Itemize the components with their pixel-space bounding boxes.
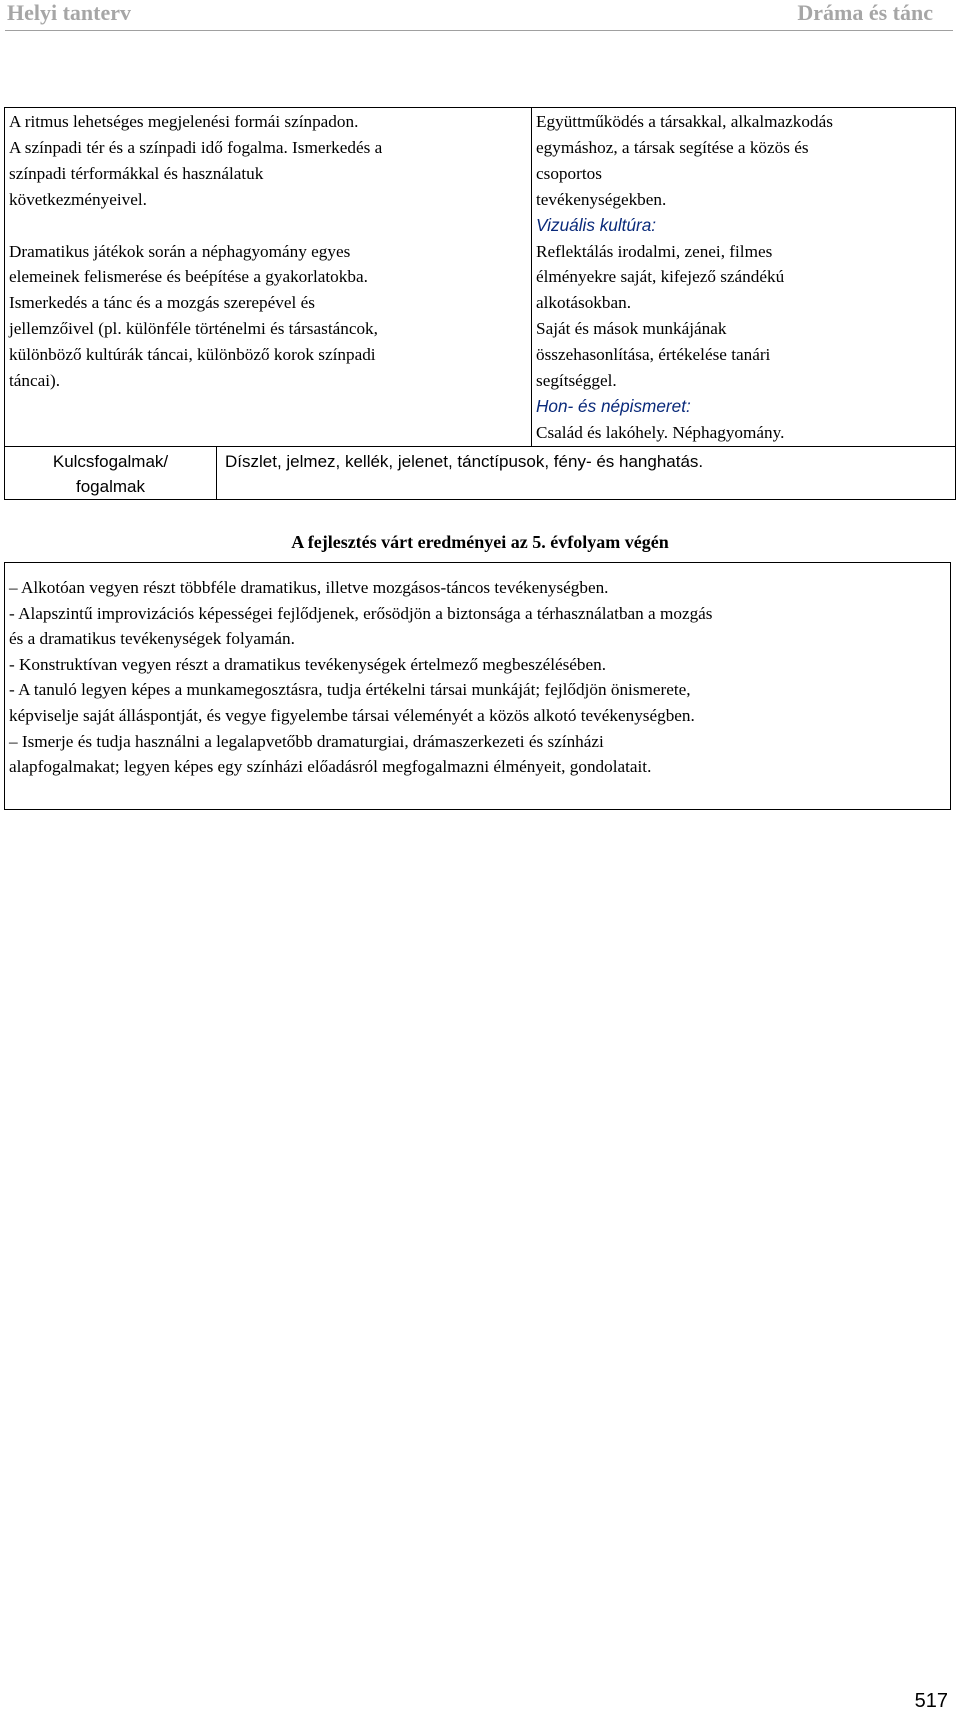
text-line: egymáshoz, a társak segítése a közös és xyxy=(536,137,809,157)
text-line: Dramatikus játékok során a néphagyomány egyes xyxy=(9,241,351,261)
cross-curricular-cell xyxy=(532,108,956,447)
text-line: élményekre saját, kifejező szándékú xyxy=(536,267,785,287)
text-line: különböző kultúrák táncai, különböző korok színpadi xyxy=(9,345,376,365)
result-line: - Alapszintű improvizációs képességei fejlődjenek, erősödjön a biztonsága a térhasználatban a mozgás xyxy=(9,603,713,623)
key-concepts-label-cell xyxy=(5,446,217,499)
text-line: A ritmus lehetséges megjelenési formái színpadon. xyxy=(9,112,359,131)
text-line: alkotásokban. xyxy=(536,293,632,313)
text-line: következményeivel. xyxy=(9,189,147,209)
content-row xyxy=(5,108,956,447)
section-title: A fejlesztés várt eredményei az 5. évfolyam végén xyxy=(291,532,669,552)
text-line: csoportos xyxy=(536,163,602,183)
text-line: táncai). xyxy=(9,371,61,391)
text-line: színpadi térformákkal és használatuk xyxy=(9,163,264,183)
result-line: - A tanuló legyen képes a munkamegosztásra, tudja értékelni társai munkáját; fejlődjön önismerete, xyxy=(9,680,691,700)
text-line: Család és lakóhely. Néphagyomány. xyxy=(536,422,785,442)
development-content-cell xyxy=(5,108,532,447)
key-concepts-label: fogalmak xyxy=(76,476,145,496)
text-line: Együttműködés a társakkal, alkalmazkodás xyxy=(536,112,833,131)
subject-heading-folklore: Hon- és népismeret: xyxy=(536,395,691,416)
key-concepts-label: Kulcsfogalmak/ xyxy=(52,451,169,471)
text-line: segítséggel. xyxy=(536,371,617,391)
result-line: – Alkotóan vegyen részt többféle dramatikus, illetve mozgásos-táncos tevékenységben. xyxy=(9,578,609,597)
text-line: tevékenységekben. xyxy=(536,189,667,209)
text-line: A színpadi tér és a színpadi idő fogalma. Ismerkedés a xyxy=(9,137,383,157)
result-line: és a dramatikus tevékenységek folyamán. xyxy=(9,629,295,649)
header-right-title: Dráma és tánc xyxy=(797,0,933,25)
header-left-title: Helyi tanterv xyxy=(7,0,132,25)
expected-results-box xyxy=(4,562,951,810)
text-line: jellemzőivel (pl. különféle történelmi és társastáncok, xyxy=(9,319,378,339)
key-concepts-row xyxy=(5,446,956,499)
result-line: alapfogalmakat; legyen képes egy színházi előadásról megfogalmazni élményeit, gondolatait. xyxy=(9,757,652,777)
key-concepts-value: Díszlet, jelmez, kellék, jelenet, tánctípusok, fény- és hanghatás. xyxy=(225,451,704,471)
key-concepts-value-cell xyxy=(217,446,956,499)
text-line: Ismerkedés a tánc és a mozgás szerepével és xyxy=(9,293,315,313)
content-table xyxy=(4,107,956,500)
text-line: Reflektálás irodalmi, zenei, filmes xyxy=(536,241,773,261)
page-number: 517 xyxy=(914,1690,948,1712)
blank-line xyxy=(9,213,527,239)
page-header xyxy=(5,0,953,31)
result-line: - Konstruktívan vegyen részt a dramatikus tevékenységek értelmező megbeszélésében. xyxy=(9,654,607,674)
subject-heading-visual-culture: Vizuális kultúra: xyxy=(536,214,657,235)
text-line: Saját és mások munkájának xyxy=(536,319,727,339)
result-line: – Ismerje és tudja használni a legalapvetőbb dramaturgiai, drámaszerkezeti és színházi xyxy=(9,731,604,751)
text-line: összehasonlítása, értékelése tanári xyxy=(536,345,771,365)
text-line: elemeinek felismerése és beépítése a gyakorlatokba. xyxy=(9,267,368,287)
result-line: képviselje saját álláspontját, és vegye figyelembe társai véleményét a közös alkotó tevékenységben. xyxy=(9,705,695,725)
